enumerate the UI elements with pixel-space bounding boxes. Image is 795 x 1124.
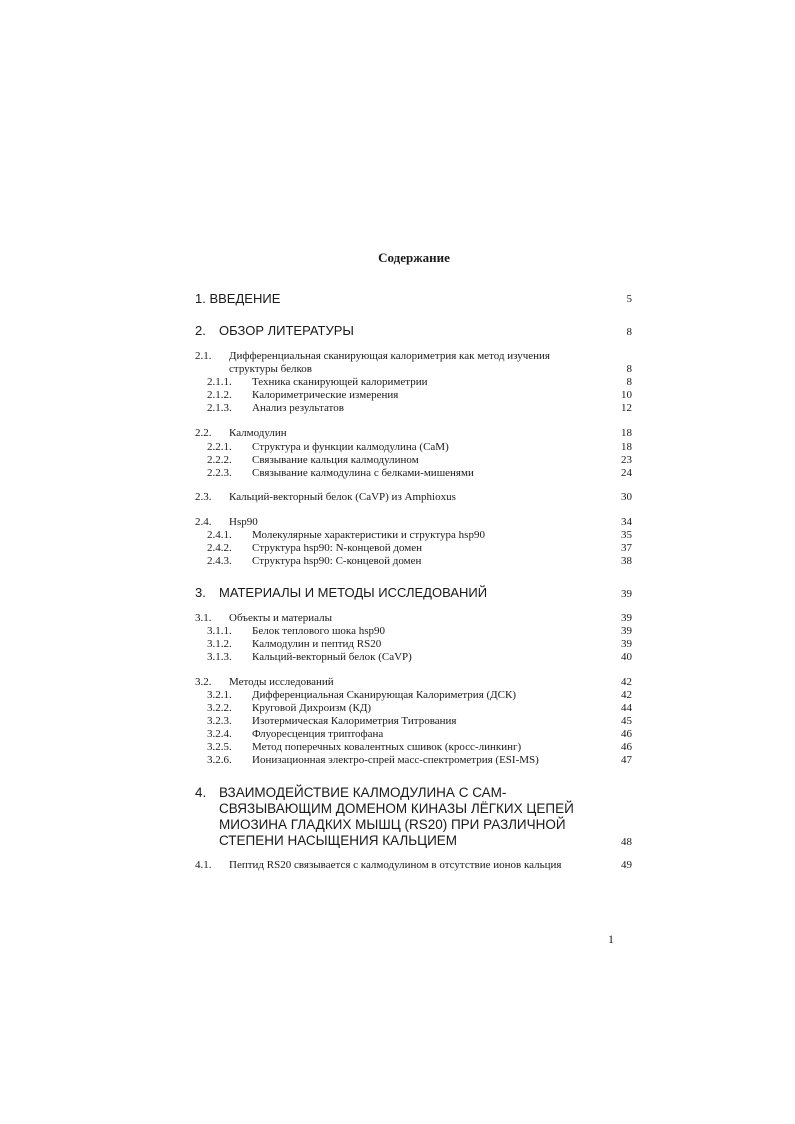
entry-page: 49: [621, 859, 632, 871]
entry-page: 37: [621, 542, 632, 554]
entry-text: Пептид RS20 связывается с калмодулином в отсутствие ионов кальция: [229, 859, 562, 871]
entry-number: 3.2.6.: [207, 754, 232, 766]
entry-text: Калориметрические измерения: [252, 389, 399, 401]
entry-number: 3.1.: [195, 612, 212, 624]
entry-page: 46: [621, 741, 632, 753]
entry-page: 39: [621, 638, 632, 650]
entry-text: Кальций-векторный белок (CaVP): [252, 651, 412, 663]
entry-text: Методы исследований: [229, 676, 334, 688]
entry-page: 44: [621, 702, 632, 714]
entry-page: 47: [621, 754, 632, 766]
entry-text: Круговой Дихроизм (КД): [252, 702, 372, 714]
entry-text: МАТЕРИАЛЫ И МЕТОДЫ ИССЛЕДОВАНИЙ: [219, 585, 488, 600]
entry-page: 23: [621, 454, 632, 466]
entry-page: 39: [621, 625, 632, 637]
entry-text: Изотермическая Калориметрия Титрования: [252, 715, 457, 727]
entry-text: Кальций-векторный белок (CaVP) из Amphioxus: [229, 491, 456, 503]
entry-text: Hsp90: [229, 516, 258, 528]
entry-text: Структура hsp90: N-концевой домен: [252, 542, 422, 554]
entry-text: ОБЗОР ЛИТЕРАТУРЫ: [219, 323, 354, 338]
entry-number: 2.4.1.: [207, 529, 232, 541]
entry-text: Техника сканирующей калориметрии: [252, 376, 428, 388]
entry-text: Анализ результатов: [252, 402, 344, 414]
entry-text: Белок теплового шока hsp90: [252, 625, 386, 637]
entry-text: ВЗАИМОДЕЙСТВИЕ КАЛМОДУЛИНА С САМ-СВЯЗЫВАЮЩИМ ДОМЕНОМ КИНАЗЫ ЛЁГКИХ ЦЕПЕЙ МИОЗИНА ГЛАДКИХ МЫШЦ (RS20) ПРИ РАЗЛИЧНОЙ СТЕПЕНИ НАСЫЩЕНИЯ КАЛЬЦИЕМ: [219, 785, 574, 848]
entry-page: 38: [621, 555, 632, 567]
entry-number: 2.2.: [195, 427, 212, 439]
entry-number: 2.4.: [195, 516, 212, 528]
entry-number: 3.1.1.: [207, 625, 232, 637]
entry-page: 18: [621, 441, 632, 453]
entry-text: Калмодулин и пептид RS20: [252, 638, 382, 650]
entry-text: Дифференциальная Сканирующая Калориметрия (ДСК): [252, 689, 517, 701]
entry-number: 2.2.3.: [207, 467, 232, 479]
entry-text: Ионизационная электро-спрей масс-спектрометрия (ESI-MS): [252, 754, 539, 766]
entry-number: 3.2.1.: [207, 689, 232, 701]
entry-page: 39: [621, 588, 632, 600]
entry-text: Объекты и материалы: [229, 612, 333, 624]
entry-page: 24: [621, 467, 632, 479]
entry-page: 12: [621, 402, 632, 414]
entry-page: 30: [621, 491, 632, 503]
entry-page: 8: [626, 326, 632, 338]
entry-number: 3.2.3.: [207, 715, 232, 727]
entry-page: 39: [621, 612, 632, 624]
toc-title: Содержание: [378, 250, 450, 265]
entry-number: 4.1.: [195, 859, 212, 871]
entry-number: 3.2.4.: [207, 728, 232, 740]
entry-text: Связывание кальция калмодулином: [252, 454, 419, 466]
entry-number: 2.1.3.: [207, 402, 232, 414]
entry-number: 2.4.3.: [207, 555, 232, 567]
entry-text: Дифференциальная сканирующая калориметрия как метод изучения структуры белков: [229, 350, 550, 375]
entry-page: 40: [621, 651, 632, 663]
entry-page: 35: [621, 529, 632, 541]
entry-number: 1.: [195, 291, 206, 306]
entry-page: 18: [621, 427, 632, 439]
entry-number: 2.3.: [195, 491, 212, 503]
entry-page: 42: [621, 676, 632, 688]
entry-text: Молекулярные характеристики и структура hsp90: [252, 529, 485, 541]
entry-page: 48: [621, 836, 632, 848]
entry-page: 46: [621, 728, 632, 740]
entry-number: 3.2.2.: [207, 702, 232, 714]
entry-number: 2.1.: [195, 350, 212, 362]
entry-page: 5: [626, 293, 632, 305]
entry-number: 3.: [195, 585, 206, 600]
entry-number: 2.4.2.: [207, 542, 232, 554]
entry-text: Метод поперечных ковалентных сшивок (кросс-линкинг): [252, 741, 522, 753]
entry-page: 10: [621, 389, 632, 401]
entry-number: 2.: [195, 323, 206, 338]
entry-text: Калмодулин: [229, 427, 287, 439]
entry-number: 3.2.5.: [207, 741, 232, 753]
entry-page: 42: [621, 689, 632, 701]
entry-number: 2.1.2.: [207, 389, 232, 401]
entry-page: 8: [626, 376, 632, 388]
entry-number: 2.1.1.: [207, 376, 232, 388]
page-number: 1: [608, 932, 614, 946]
entry-page: 45: [621, 715, 632, 727]
entry-number: 3.2.: [195, 676, 212, 688]
entry-number: 2.2.2.: [207, 454, 232, 466]
entry-text: ВВЕДЕНИЕ: [209, 291, 281, 306]
entry-text: Связывание калмодулина с белками-мишенями: [252, 467, 474, 479]
entry-text: Флуоресценция триптофана: [252, 728, 384, 740]
entry-page: 8: [626, 363, 632, 375]
entry-text: Структура hsp90: C-концевой домен: [252, 555, 422, 567]
entry-number: 2.2.1.: [207, 441, 232, 453]
entry-page: 34: [621, 516, 632, 528]
entry-number: 3.1.2.: [207, 638, 232, 650]
entry-number: 4.: [195, 785, 207, 800]
entry-text: Структура и функции калмодулина (CaM): [252, 441, 449, 453]
entry-number: 3.1.3.: [207, 651, 232, 663]
